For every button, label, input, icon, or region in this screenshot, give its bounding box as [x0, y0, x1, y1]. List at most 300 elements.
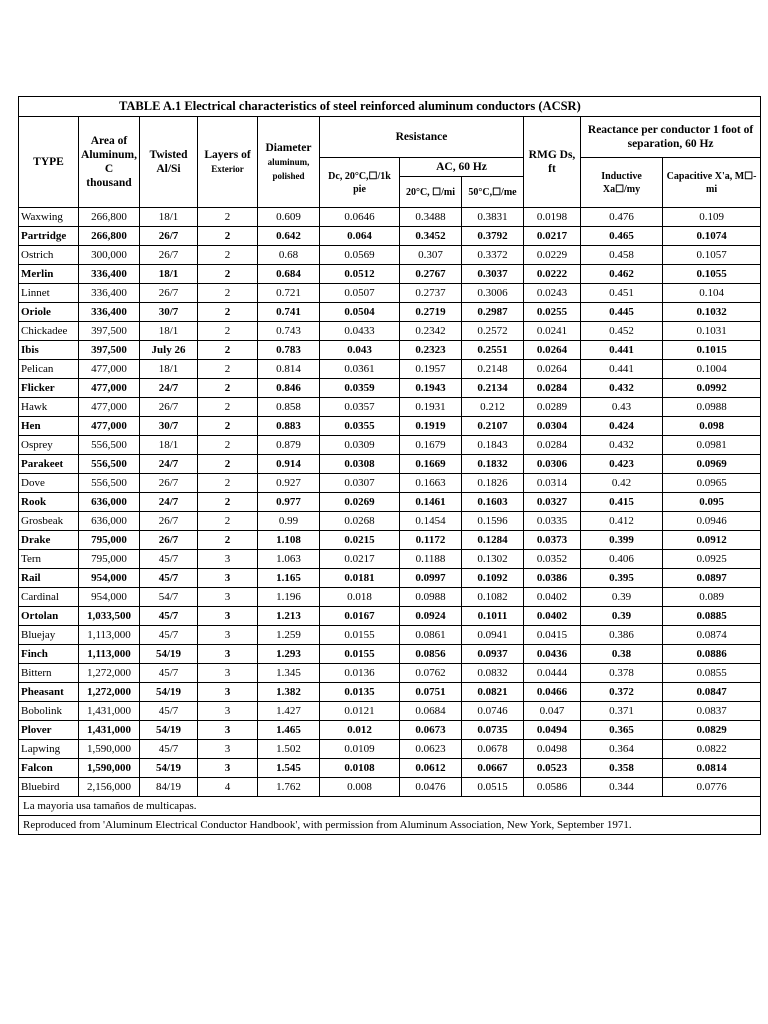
table-row [19, 607, 761, 626]
table-cell: 0.0886 [663, 645, 761, 664]
table-cell: 0.846 [258, 379, 320, 398]
cell-type: Finch [19, 645, 79, 664]
table-cell: 2 [198, 379, 258, 398]
table-cell: 3 [198, 645, 258, 664]
table-cell: 0.0751 [400, 683, 462, 702]
table-cell: 0.0357 [320, 398, 400, 417]
table-cell: 0.0433 [320, 322, 400, 341]
table-cell: 3 [198, 607, 258, 626]
table-cell: 0.1031 [663, 322, 761, 341]
table-cell: 0.1957 [400, 360, 462, 379]
table-row [19, 341, 761, 360]
cell-type: Ortolan [19, 607, 79, 626]
table-row [19, 417, 761, 436]
header-capacitive: Capacitive X'a, M☐-mi [663, 158, 761, 208]
table-cell: 0.2987 [462, 303, 524, 322]
table-row [19, 512, 761, 531]
table-row [19, 379, 761, 398]
table-cell: 2 [198, 303, 258, 322]
table-cell: 0.018 [320, 588, 400, 607]
table-cell: 1.293 [258, 645, 320, 664]
table-cell: 0.462 [581, 265, 663, 284]
table-cell: 24/7 [140, 455, 198, 474]
table-cell: 0.0523 [524, 759, 581, 778]
cell-type: Drake [19, 531, 79, 550]
table-cell: 0.1931 [400, 398, 462, 417]
table-cell: 300,000 [79, 246, 140, 265]
table-cell: 1,590,000 [79, 740, 140, 759]
table-cell: 0.914 [258, 455, 320, 474]
table-cell: 3 [198, 550, 258, 569]
table-cell: 84/19 [140, 778, 198, 797]
table-cell: 0.0762 [400, 664, 462, 683]
cell-type: Bobolink [19, 702, 79, 721]
table-cell: 0.0586 [524, 778, 581, 797]
table-cell: 0.0444 [524, 664, 581, 683]
table-cell: 0.104 [663, 284, 761, 303]
table-cell: 2 [198, 474, 258, 493]
table-cell: 45/7 [140, 626, 198, 645]
table-cell: 0.452 [581, 322, 663, 341]
table-row [19, 721, 761, 740]
cell-type: Osprey [19, 436, 79, 455]
table-cell: 0.1074 [663, 227, 761, 246]
cell-type: Parakeet [19, 455, 79, 474]
table-cell: 0.0829 [663, 721, 761, 740]
table-cell: 0.0847 [663, 683, 761, 702]
table-cell: 0.2323 [400, 341, 462, 360]
table-cell: 477,000 [79, 398, 140, 417]
cell-type: Falcon [19, 759, 79, 778]
table-cell: 0.1284 [462, 531, 524, 550]
table-cell: 556,500 [79, 455, 140, 474]
table-cell: 0.0612 [400, 759, 462, 778]
table-cell: 0.642 [258, 227, 320, 246]
table-cell: 0.38 [581, 645, 663, 664]
table-cell: 397,500 [79, 322, 140, 341]
table-cell: 0.0307 [320, 474, 400, 493]
table-cell: 0.0198 [524, 208, 581, 227]
table-cell: 0.415 [581, 493, 663, 512]
table-cell: 0.1669 [400, 455, 462, 474]
table-cell: 0.0512 [320, 265, 400, 284]
table-cell: 0.39 [581, 588, 663, 607]
table-cell: 18/1 [140, 360, 198, 379]
header-area: Area of Aluminum, C thousand [79, 117, 140, 208]
table-cell: 1.063 [258, 550, 320, 569]
table-cell: 0.0436 [524, 645, 581, 664]
table-cell: 0.2134 [462, 379, 524, 398]
table-cell: 0.406 [581, 550, 663, 569]
table-cell: 0.0361 [320, 360, 400, 379]
table-cell: 0.0925 [663, 550, 761, 569]
table-row [19, 208, 761, 227]
table-cell: 636,000 [79, 493, 140, 512]
table-cell: 0.0941 [462, 626, 524, 645]
table-cell: 0.344 [581, 778, 663, 797]
header-ac20: 20°C, ☐/mi [400, 177, 462, 208]
table-cell: 556,500 [79, 474, 140, 493]
table-cell: 0.0217 [524, 227, 581, 246]
table-cell: 26/7 [140, 474, 198, 493]
table-cell: 0.0997 [400, 569, 462, 588]
table-cell: 954,000 [79, 569, 140, 588]
table-cell: 18/1 [140, 265, 198, 284]
table-cell: 0.1826 [462, 474, 524, 493]
table-cell: 2 [198, 227, 258, 246]
table-cell: 0.465 [581, 227, 663, 246]
table-cell: 0.0355 [320, 417, 400, 436]
table-cell: 0.0402 [524, 588, 581, 607]
cell-type: Cardinal [19, 588, 79, 607]
table-cell: 0.68 [258, 246, 320, 265]
table-cell: 2 [198, 531, 258, 550]
table-cell: 0.1832 [462, 455, 524, 474]
table-cell: 30/7 [140, 417, 198, 436]
table-cell: 0.365 [581, 721, 663, 740]
table-cell: 0.1055 [663, 265, 761, 284]
table-cell: 1.108 [258, 531, 320, 550]
table-cell: 0.0327 [524, 493, 581, 512]
table-cell: 18/1 [140, 208, 198, 227]
table-cell: 18/1 [140, 322, 198, 341]
table-cell: 0.0988 [663, 398, 761, 417]
table-cell: 0.0289 [524, 398, 581, 417]
cell-type: Partridge [19, 227, 79, 246]
table-cell: 0.0912 [663, 531, 761, 550]
table-cell: 0.386 [581, 626, 663, 645]
cell-type: Grosbeak [19, 512, 79, 531]
cell-type: Waxwing [19, 208, 79, 227]
table-cell: 0.441 [581, 341, 663, 360]
table-cell: 0.0874 [663, 626, 761, 645]
table-cell: 0.1082 [462, 588, 524, 607]
table-cell: 0.0969 [663, 455, 761, 474]
table-cell: 0.0415 [524, 626, 581, 645]
table-row [19, 531, 761, 550]
header-twisted: Twisted Al/Si [140, 117, 198, 208]
table-cell: 3 [198, 721, 258, 740]
table-cell: 0.0335 [524, 512, 581, 531]
table-cell: 0.0814 [663, 759, 761, 778]
table-cell: 0.047 [524, 702, 581, 721]
table-cell: 0.0885 [663, 607, 761, 626]
header-rmg: RMG Ds, ft [524, 117, 581, 208]
table-title: TABLE A.1 Electrical characteristics of steel reinforced aluminum conductors (ACSR) [19, 97, 761, 117]
table-cell: 2 [198, 341, 258, 360]
table-cell: 0.424 [581, 417, 663, 436]
table-cell: 1.213 [258, 607, 320, 626]
table-row [19, 683, 761, 702]
table-cell: 2,156,000 [79, 778, 140, 797]
table-cell: 0.412 [581, 512, 663, 531]
table-cell: 336,400 [79, 284, 140, 303]
table-cell: 0.0673 [400, 721, 462, 740]
table-cell: 0.1679 [400, 436, 462, 455]
table-cell: 0.0217 [320, 550, 400, 569]
table-cell: 0.2737 [400, 284, 462, 303]
table-cell: 0.0135 [320, 683, 400, 702]
table-cell: 0.0108 [320, 759, 400, 778]
table-cell: 26/7 [140, 398, 198, 417]
cell-type: Pheasant [19, 683, 79, 702]
table-cell: 1,431,000 [79, 721, 140, 740]
cell-type: Rail [19, 569, 79, 588]
table-cell: 0.0937 [462, 645, 524, 664]
table-cell: 2 [198, 455, 258, 474]
table-row [19, 778, 761, 797]
table-cell: 0.42 [581, 474, 663, 493]
table-cell: 336,400 [79, 303, 140, 322]
table-cell: 397,500 [79, 341, 140, 360]
table-cell: 0.1032 [663, 303, 761, 322]
table-cell: 0.0309 [320, 436, 400, 455]
table-cell: 0.0255 [524, 303, 581, 322]
table-cell: 0.0386 [524, 569, 581, 588]
table-cell: 0.0988 [400, 588, 462, 607]
table-cell: 1,272,000 [79, 683, 140, 702]
table-cell: 0.3452 [400, 227, 462, 246]
table-cell: 0.008 [320, 778, 400, 797]
table-cell: 0.743 [258, 322, 320, 341]
table-cell: 0.99 [258, 512, 320, 531]
table-cell: 54/7 [140, 588, 198, 607]
table-cell: 0.0352 [524, 550, 581, 569]
table-cell: 0.1461 [400, 493, 462, 512]
table-row [19, 702, 761, 721]
table-cell: 0.043 [320, 341, 400, 360]
table-cell: 0.0832 [462, 664, 524, 683]
cell-type: Tern [19, 550, 79, 569]
table-cell: 1.762 [258, 778, 320, 797]
table-cell: 0.2719 [400, 303, 462, 322]
table-cell: 0.0121 [320, 702, 400, 721]
table-cell: 636,000 [79, 512, 140, 531]
table-cell: 1.259 [258, 626, 320, 645]
table-cell: 0.0359 [320, 379, 400, 398]
table-cell: 0.451 [581, 284, 663, 303]
table-cell: 0.458 [581, 246, 663, 265]
document-page [18, 96, 760, 835]
table-row [19, 246, 761, 265]
table-cell: 0.0167 [320, 607, 400, 626]
table-cell: 556,500 [79, 436, 140, 455]
header-diameter [258, 117, 320, 208]
table-cell: 0.0269 [320, 493, 400, 512]
table-cell: 0.2342 [400, 322, 462, 341]
table-cell: 0.3372 [462, 246, 524, 265]
table-cell: 0.372 [581, 683, 663, 702]
table-cell: 0.2572 [462, 322, 524, 341]
cell-type: Plover [19, 721, 79, 740]
table-cell: 0.1015 [663, 341, 761, 360]
table-cell: 0.064 [320, 227, 400, 246]
table-cell: 26/7 [140, 531, 198, 550]
table-cell: 3 [198, 569, 258, 588]
table-cell: 795,000 [79, 531, 140, 550]
table-cell: 0.858 [258, 398, 320, 417]
cell-type: Bluejay [19, 626, 79, 645]
header-ac: AC, 60 Hz [400, 158, 524, 177]
header-layers [198, 117, 258, 208]
table-cell: 0.1943 [400, 379, 462, 398]
table-cell: 0.0155 [320, 626, 400, 645]
table-cell: 0.1302 [462, 550, 524, 569]
table-cell: 0.0306 [524, 455, 581, 474]
table-cell: 266,800 [79, 208, 140, 227]
table-cell: 0.0498 [524, 740, 581, 759]
cell-type: Merlin [19, 265, 79, 284]
table-cell: 0.0822 [663, 740, 761, 759]
table-cell: 477,000 [79, 379, 140, 398]
cell-type: Chickadee [19, 322, 79, 341]
table-cell: 0.0946 [663, 512, 761, 531]
cell-type: Bluebird [19, 778, 79, 797]
table-cell: 3 [198, 702, 258, 721]
table-cell: 0.684 [258, 265, 320, 284]
cell-type: Rook [19, 493, 79, 512]
table-cell: 0.364 [581, 740, 663, 759]
table-cell: 0.0229 [524, 246, 581, 265]
table-cell: 3 [198, 626, 258, 645]
acsr-table [18, 96, 761, 835]
note-source: Reproduced from 'Aluminum Electrical Conductor Handbook', with permission from Aluminum Association, New York, September 1971. [19, 816, 761, 835]
table-cell: 0.0284 [524, 379, 581, 398]
table-cell: 0.977 [258, 493, 320, 512]
table-cell: 0.3831 [462, 208, 524, 227]
table-cell: 0.1603 [462, 493, 524, 512]
table-cell: 0.0837 [663, 702, 761, 721]
header-type: TYPE [19, 117, 79, 208]
table-cell: 0.1188 [400, 550, 462, 569]
table-cell: 0.0855 [663, 664, 761, 683]
table-cell: 0.0181 [320, 569, 400, 588]
header-inductive: Inductive Xa☐/my [581, 158, 663, 208]
table-cell: 26/7 [140, 512, 198, 531]
table-row [19, 626, 761, 645]
table-cell: 0.0667 [462, 759, 524, 778]
table-cell: 1,113,000 [79, 645, 140, 664]
table-cell: 0.0241 [524, 322, 581, 341]
table-cell: 3 [198, 759, 258, 778]
table-cell: 1,431,000 [79, 702, 140, 721]
table-cell: 2 [198, 512, 258, 531]
table-row [19, 550, 761, 569]
table-cell: 0.0965 [663, 474, 761, 493]
table-cell: 0.0402 [524, 607, 581, 626]
table-cell: 1.165 [258, 569, 320, 588]
table-cell: 0.0243 [524, 284, 581, 303]
table-cell: 2 [198, 265, 258, 284]
table-cell: 0.307 [400, 246, 462, 265]
note-multilayer: La mayoria usa tamaños de multicapas. [19, 797, 761, 816]
cell-type: Dove [19, 474, 79, 493]
table-row [19, 303, 761, 322]
table-cell: 1.545 [258, 759, 320, 778]
table-cell: 0.1663 [400, 474, 462, 493]
table-cell: 266,800 [79, 227, 140, 246]
table-cell: 0.095 [663, 493, 761, 512]
table-cell: 0.395 [581, 569, 663, 588]
table-cell: 24/7 [140, 379, 198, 398]
table-cell: 0.432 [581, 379, 663, 398]
table-cell: 0.609 [258, 208, 320, 227]
table-cell: 0.783 [258, 341, 320, 360]
table-cell: 2 [198, 208, 258, 227]
table-cell: 1.382 [258, 683, 320, 702]
table-cell: 2 [198, 246, 258, 265]
table-cell: 0.1843 [462, 436, 524, 455]
table-cell: 0.0684 [400, 702, 462, 721]
table-cell: 0.3488 [400, 208, 462, 227]
table-cell: 0.0304 [524, 417, 581, 436]
table-cell: 0.0215 [320, 531, 400, 550]
table-cell: 54/19 [140, 721, 198, 740]
table-cell: 18/1 [140, 436, 198, 455]
header-diameter-label: Diameter [265, 142, 312, 154]
table-cell: 0.1004 [663, 360, 761, 379]
table-cell: 2 [198, 398, 258, 417]
table-cell: 0.0268 [320, 512, 400, 531]
table-cell: 0.432 [581, 436, 663, 455]
table-cell: 0.012 [320, 721, 400, 740]
table-cell: 0.212 [462, 398, 524, 417]
table-cell: 954,000 [79, 588, 140, 607]
table-cell: 26/7 [140, 246, 198, 265]
table-cell: 1.502 [258, 740, 320, 759]
table-cell: 4 [198, 778, 258, 797]
cell-type: Hen [19, 417, 79, 436]
table-cell: 0.0507 [320, 284, 400, 303]
cell-type: Pelican [19, 360, 79, 379]
table-cell: 0.0856 [400, 645, 462, 664]
table-row [19, 265, 761, 284]
table-cell: 795,000 [79, 550, 140, 569]
table-cell: 0.0992 [663, 379, 761, 398]
table-cell: 0.0476 [400, 778, 462, 797]
table-cell: 0.0308 [320, 455, 400, 474]
table-cell: 2 [198, 322, 258, 341]
table-cell: 0.39 [581, 607, 663, 626]
table-cell: 1,033,500 [79, 607, 140, 626]
table-cell: 0.0504 [320, 303, 400, 322]
header-reactance: Reactance per conductor 1 foot of separation, 60 Hz [581, 117, 761, 158]
table-cell: 45/7 [140, 702, 198, 721]
table-cell: 0.0821 [462, 683, 524, 702]
table-row [19, 474, 761, 493]
table-cell: 0.0222 [524, 265, 581, 284]
table-cell: 0.441 [581, 360, 663, 379]
table-cell: 26/7 [140, 284, 198, 303]
table-row [19, 493, 761, 512]
table-row [19, 569, 761, 588]
header-layers-label: Layers of [204, 149, 251, 161]
table-cell: 1,272,000 [79, 664, 140, 683]
table-cell: 0.0776 [663, 778, 761, 797]
table-cell: 0.814 [258, 360, 320, 379]
table-cell: 45/7 [140, 740, 198, 759]
table-cell: 0.371 [581, 702, 663, 721]
table-row [19, 398, 761, 417]
table-cell: 1,113,000 [79, 626, 140, 645]
table-cell: 0.0136 [320, 664, 400, 683]
table-cell: 336,400 [79, 265, 140, 284]
cell-type: Flicker [19, 379, 79, 398]
table-cell: 0.2107 [462, 417, 524, 436]
table-cell: 0.3792 [462, 227, 524, 246]
cell-type: Ibis [19, 341, 79, 360]
table-cell: 0.0264 [524, 360, 581, 379]
